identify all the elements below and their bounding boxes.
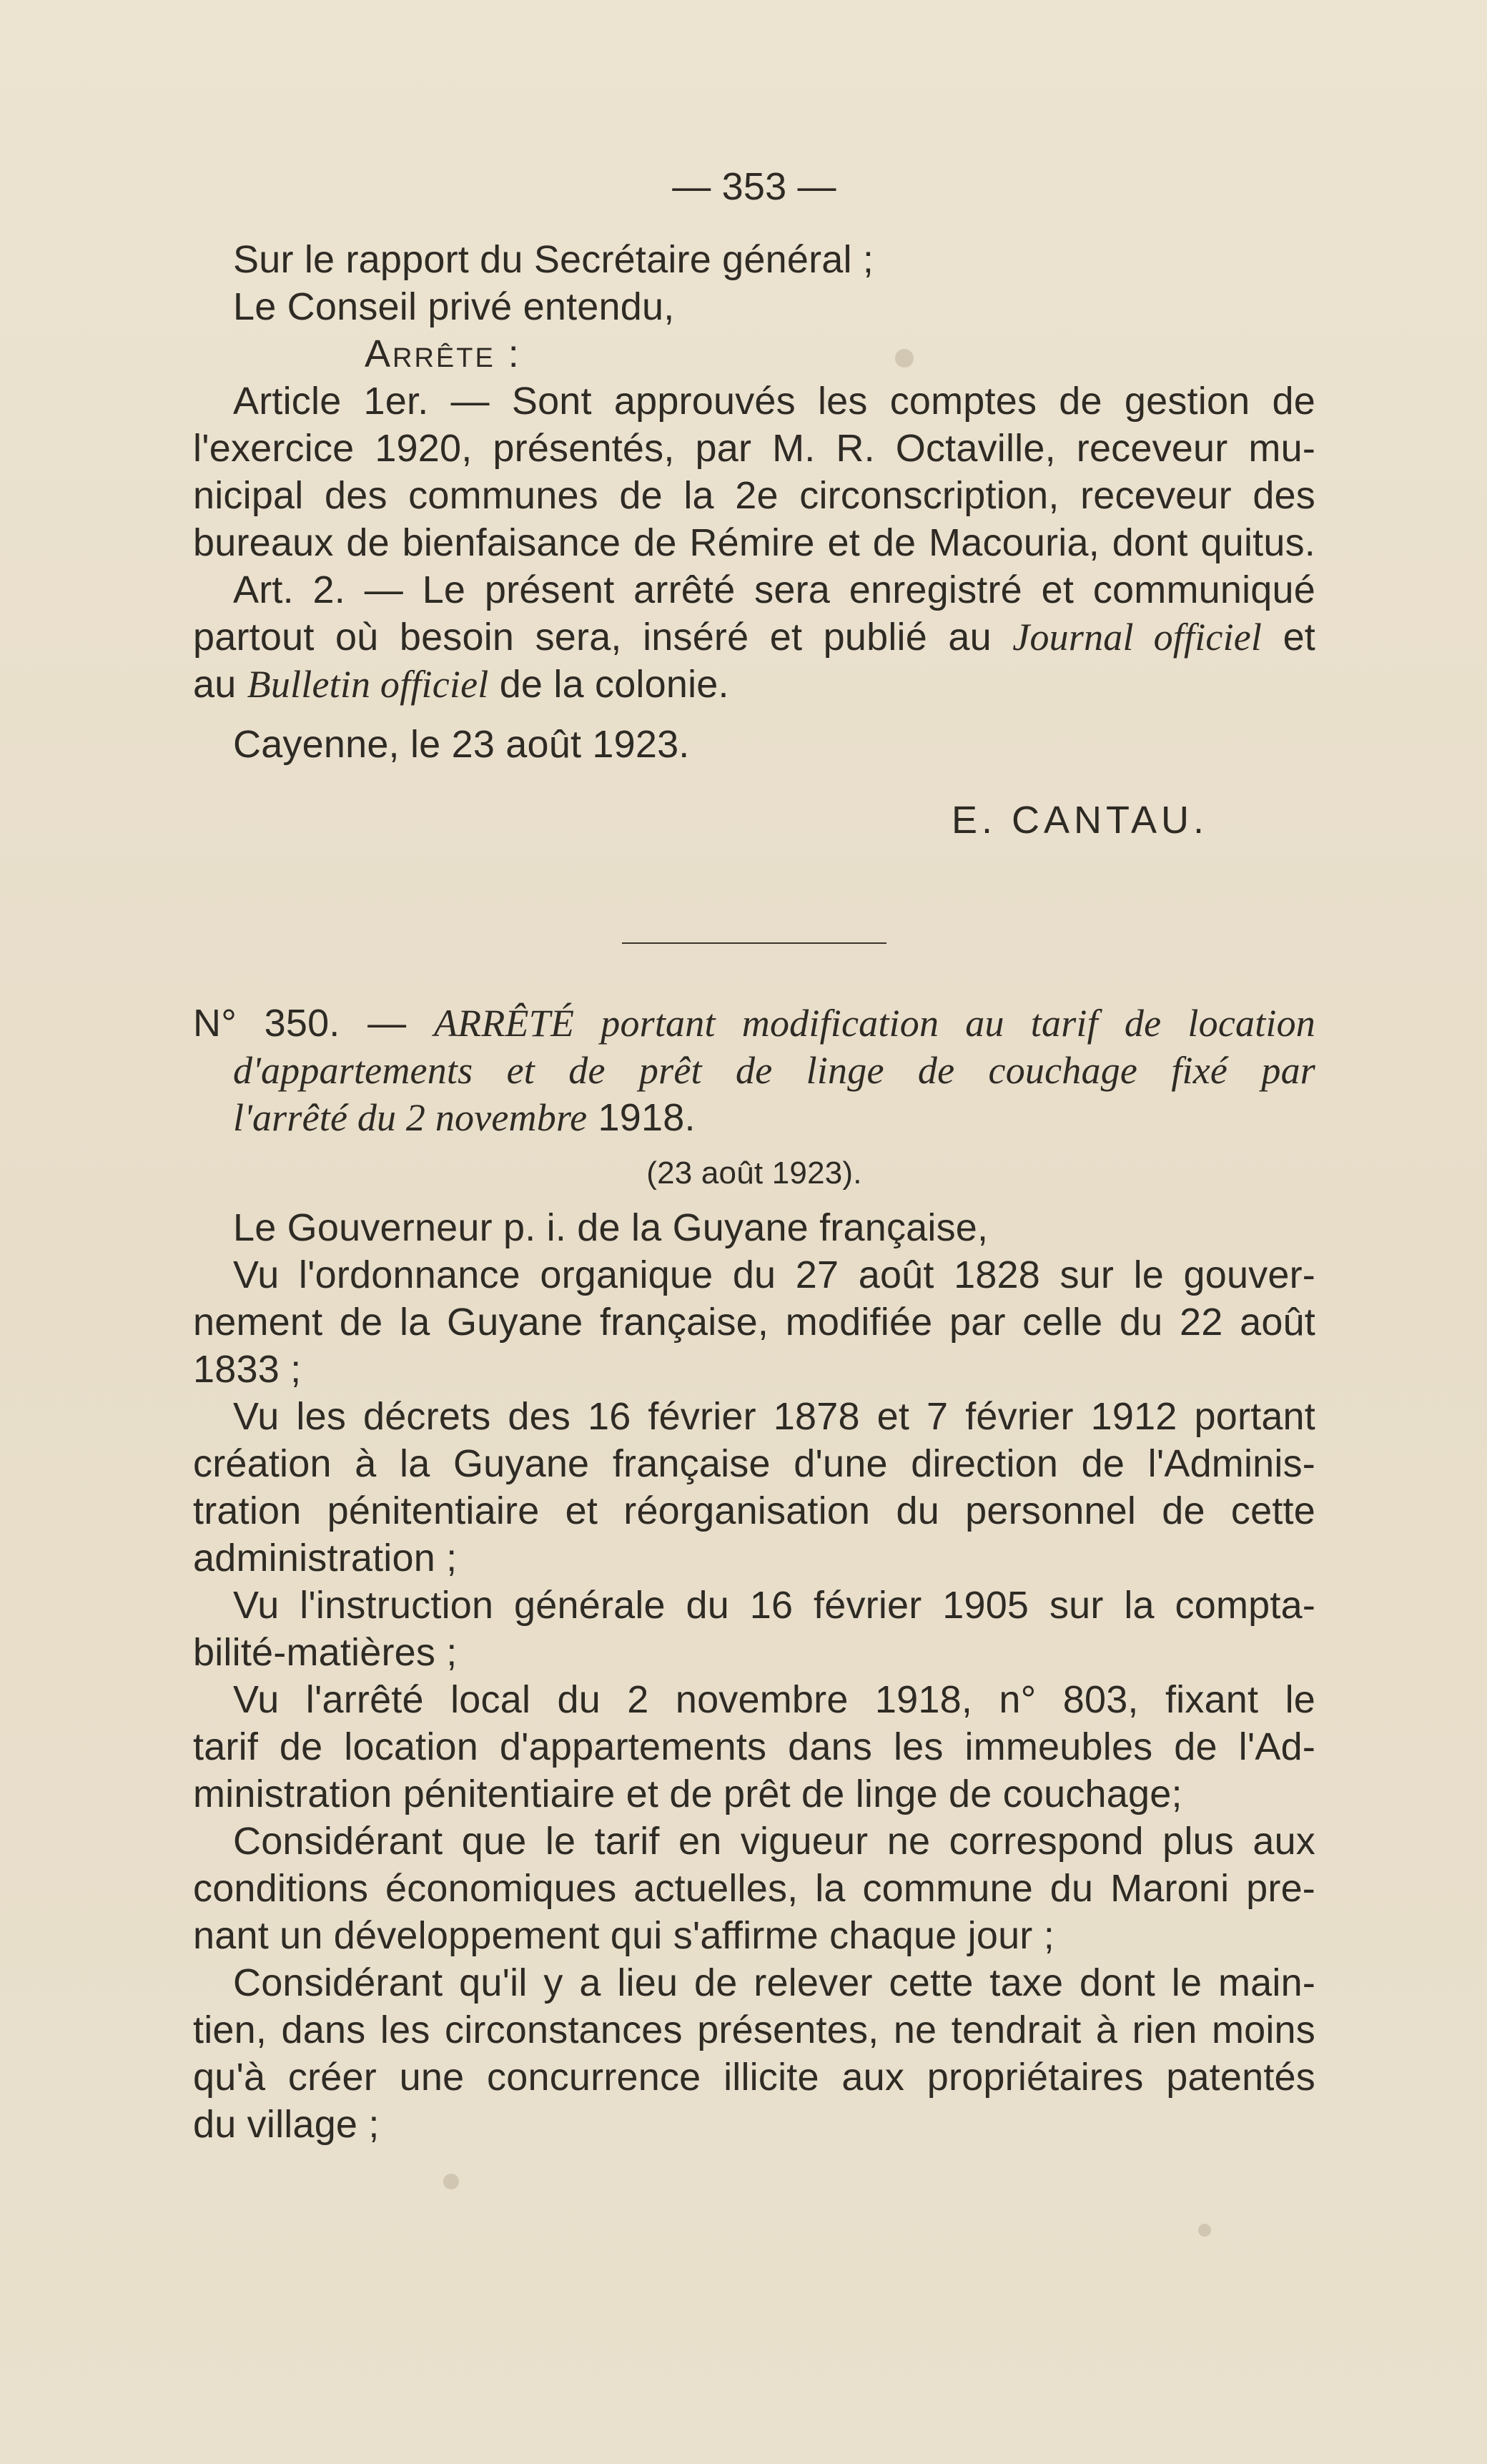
text-segment: de la colonie. xyxy=(488,663,729,706)
paper-speck xyxy=(443,2174,459,2189)
arrete-number: N° 350. xyxy=(193,1002,340,1045)
paragraph xyxy=(193,1582,1315,1676)
arrete-title: ARRÊTÉ portant modification au tarif de location xyxy=(433,1002,1315,1045)
arrete-title-line xyxy=(193,1000,1315,1047)
text-line: administration ; xyxy=(193,1537,458,1580)
article-2-line xyxy=(193,613,1315,661)
article-1-line: l'exercice 1920, présentés, par M. R. Octaville, receveur mu- xyxy=(193,427,1315,470)
article-1-line: nicipal des communes de la 2e circonscription, receveur des xyxy=(193,474,1315,517)
arrete-title-line: d'appartements et de prêt de linge de couchage fixé par xyxy=(233,1049,1315,1092)
arrete-date: (23 août 1923). xyxy=(646,1155,862,1191)
text-segment: — xyxy=(340,1002,434,1045)
text-line: Vu les décrets des 16 février 1878 et 7 février 1912 portant xyxy=(233,1395,1315,1438)
article-2-line xyxy=(193,661,1315,708)
text-line: Considérant que le tarif en vigueur ne correspond plus aux xyxy=(233,1820,1315,1863)
governor-line: Le Gouverneur p. i. de la Guyane française, xyxy=(233,1206,989,1249)
arrete-350-section xyxy=(193,1000,1315,2148)
paragraph xyxy=(193,1393,1315,1582)
text-line: Vu l'instruction générale du 16 février 1905 sur la compta- xyxy=(233,1584,1315,1627)
text-line: Vu l'arrêté local du 2 novembre 1918, n° 803, fixant le xyxy=(233,1678,1315,1721)
text-line: du village ; xyxy=(193,2103,380,2146)
text-segment: l'arrêté du 2 novembre xyxy=(233,1096,588,1139)
text-line: Sur le rapport du Secrétaire général ; xyxy=(233,238,874,281)
text-line: tien, dans les circonstances présentes, ne tendrait à rien moins xyxy=(193,2009,1315,2051)
text-line: nement de la Guyane française, modifiée par celle du 22 août xyxy=(193,1301,1315,1344)
text-segment: partout où besoin sera, inséré et publié au xyxy=(193,616,1013,659)
journal-title: Journal officiel xyxy=(1012,616,1263,659)
text-line: création à la Guyane française d'une direction de l'Adminis- xyxy=(193,1442,1315,1485)
text-line: qu'à créer une concurrence illicite aux propriétaires patentés xyxy=(193,2056,1315,2099)
text-line: Vu l'ordonnance organique du 27 août 1828 sur le gouver- xyxy=(233,1253,1315,1296)
page-number: — 353 — xyxy=(672,165,836,208)
bulletin-title: Bulletin officiel xyxy=(247,663,489,706)
signature: E. CANTAU. xyxy=(951,799,1208,842)
text-line: bilité-matières ; xyxy=(193,1631,458,1674)
paragraph xyxy=(193,1676,1315,1818)
paragraph xyxy=(193,1818,1315,1959)
article-1-line: Article 1er. — Sont approuvés les comptes de gestion de xyxy=(233,380,1315,423)
paper-speck xyxy=(1198,2224,1211,2237)
text-line: nant un développement qui s'affirme chaque jour ; xyxy=(193,1914,1054,1957)
text-segment: et xyxy=(1262,616,1316,659)
section-divider xyxy=(622,942,886,944)
place-date: Cayenne, le 23 août 1923. xyxy=(233,723,690,766)
text-line: 1833 ; xyxy=(193,1348,302,1391)
text-line: conditions économiques actuelles, la commune du Maroni pre- xyxy=(193,1867,1315,1910)
text-line: tarif de location d'appartements dans les immeubles de l'Ad- xyxy=(193,1725,1315,1768)
text-line: Le Conseil privé entendu, xyxy=(233,285,675,328)
text-line: tration pénitentiaire et réorganisation du personnel de cette xyxy=(193,1489,1315,1532)
paragraph xyxy=(193,1959,1315,2148)
article-2-line: Art. 2. — Le présent arrêté sera enregistré et communiqué xyxy=(233,568,1315,611)
arrete-heading: Arrête : xyxy=(365,332,521,375)
arrete-349-section xyxy=(193,236,1315,844)
paper-speck xyxy=(895,349,914,368)
article-1-line: bureaux de bienfaisance de Rémire et de Macouria, dont quitus. xyxy=(193,521,1315,564)
arrete-title-line xyxy=(193,1094,1315,1141)
text-line: ministration pénitentiaire et de prêt de linge de couchage; xyxy=(193,1773,1182,1815)
paragraph xyxy=(193,1251,1315,1393)
text-line: Considérant qu'il y a lieu de relever cette taxe dont le main- xyxy=(233,1961,1315,2004)
text-segment: au xyxy=(193,663,247,706)
text-segment: 1918. xyxy=(587,1096,696,1139)
